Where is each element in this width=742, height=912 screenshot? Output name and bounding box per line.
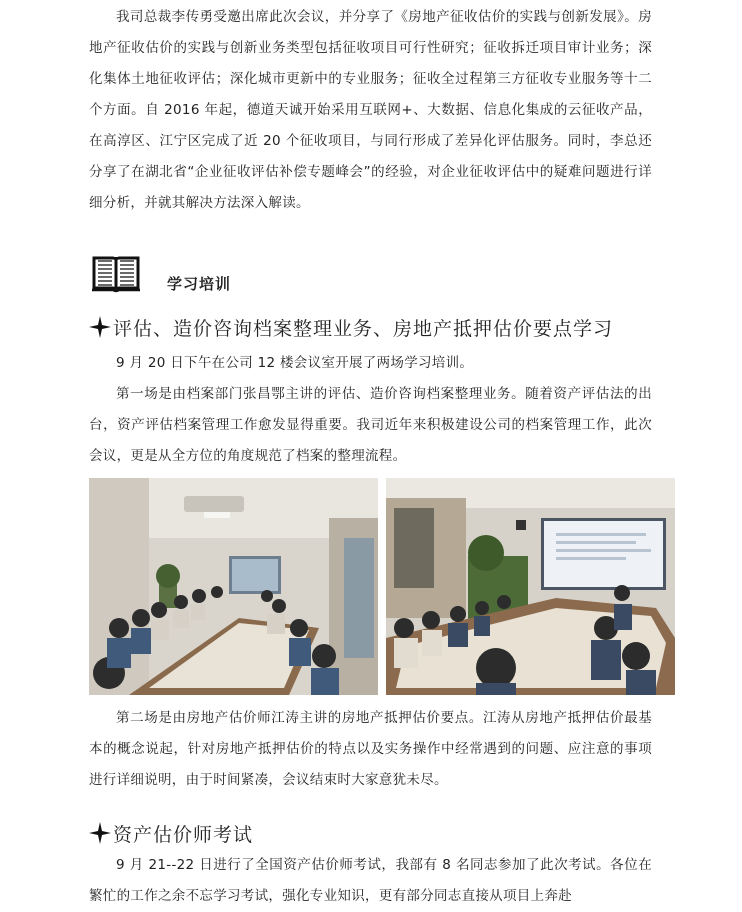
exam-heading — [89, 819, 253, 847]
training-paragraph-3: 第二场是由房地产估价师江涛主讲的房地产抵押估价要点。江涛从房地产抵押估价最基本的概念说起，针对房地产抵押估价的特点以及实务操作中经常遇到的问题、应注意的事项进行详细说明，由于时间紧凑，会议结束时大家意犹未尽。 — [89, 710, 652, 788]
training-paragraph-1: 9 月 20 日下午在公司 12 楼会议室开展了两场学习培训。 — [116, 355, 474, 371]
four-point-star-icon — [89, 316, 111, 338]
intro-paragraph-block — [89, 2, 652, 219]
training-paragraphs — [89, 348, 652, 472]
exam-heading-text: 资产估价师考试 — [113, 823, 254, 846]
exam-paragraph-block — [89, 850, 652, 912]
training-heading — [89, 313, 613, 341]
open-book-icon — [91, 254, 141, 294]
training-paragraph-2: 第一场是由档案部门张昌鄂主讲的评估、造价咨询档案整理业务。随着资产评估法的出台，资产评估档案管理工作愈发显得重要。我司近年来积极建设公司的档案管理工作，此次会议，更是从全方位的角度规范了档案的整理流程。 — [89, 386, 652, 464]
four-point-star-icon — [89, 822, 111, 844]
training-paragraph-3-block — [89, 703, 652, 796]
section-title: 学习培训 — [167, 275, 232, 293]
intro-paragraph: 我司总裁李传勇受邀出席此次会议，并分享了《房地产征收估价的实践与创新发展》。房地产征收估价的实践与创新业务类型包括征收项目可行性研究；征收拆迁项目审计业务；深化集体土地征收评估；深化城市更新中的专业服务；征收全过程第三方征收专业服务等十二个方面。自 2016 年起，德道天诚开始采用互联网+、大数据、信息化集成的云征收产品，在高淳区、江宁区完成了近 20 个征收项目，与同行形成了差异化评估服务。同时，李总还分享了在湖北省“企业征收评估补偿专题峰会”的经验，对企业征收评估中的疑难问题进行详细分析，并就其解决方法深入解读。 — [89, 9, 652, 211]
training-heading-text: 评估、造价咨询档案整理业务、房地产抵押估价要点学习 — [113, 317, 614, 340]
exam-paragraph: 9 月 21--22 日进行了全国资产估价师考试，我部有 8 名同志参加了此次考试。各位在繁忙的工作之余不忘学习考试，强化专业知识，更有部分同志直接从项目上奔赴 — [89, 857, 652, 904]
section-header — [91, 254, 391, 294]
training-photo-left — [89, 478, 378, 695]
training-photo-right — [386, 478, 675, 695]
